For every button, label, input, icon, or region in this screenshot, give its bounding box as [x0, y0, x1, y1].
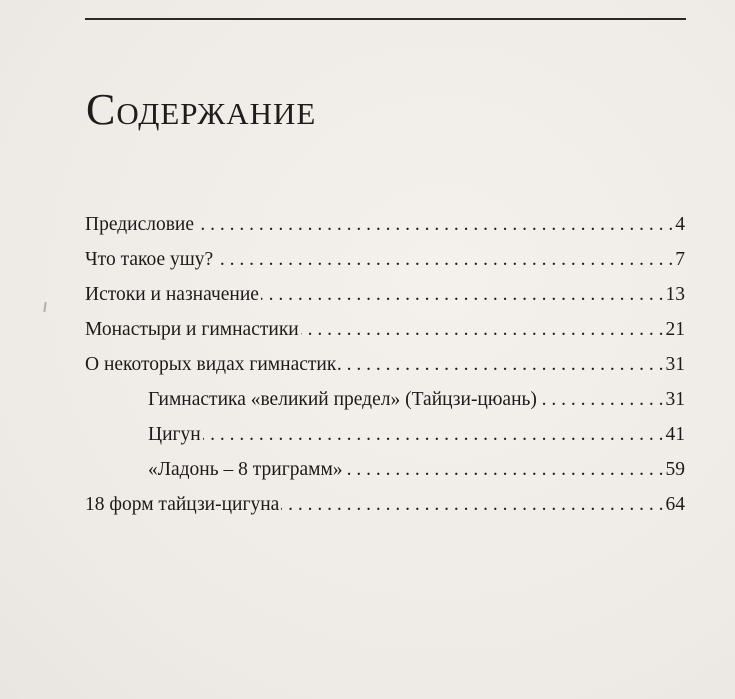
- toc-entry-page: 31: [665, 389, 685, 410]
- dot-leader: [196, 207, 673, 242]
- toc-entry-label: Монастыри и гимнастики: [85, 319, 299, 340]
- toc-subentry[interactable]: [85, 452, 685, 487]
- toc-entry-label: «Ладонь – 8 триграмм»: [148, 459, 343, 480]
- dot-leader: [261, 277, 664, 312]
- toc-entry-page: 4: [675, 214, 685, 235]
- dot-leader: [345, 452, 664, 487]
- toc-entry[interactable]: [85, 487, 685, 522]
- toc-subentry[interactable]: [85, 382, 685, 417]
- dot-leader: [301, 312, 664, 347]
- toc-entry-label: Что такое ушу?: [85, 249, 214, 270]
- toc-entry[interactable]: [85, 242, 685, 277]
- toc-entry-page: 7: [675, 249, 685, 270]
- dot-leader: [215, 242, 673, 277]
- toc-entry[interactable]: [85, 207, 685, 242]
- toc-entry-page: 41: [665, 424, 685, 445]
- toc-entry-label: 18 форм тайцзи-цигуна: [85, 494, 280, 515]
- toc-entry-label: Истоки и назначение: [85, 284, 259, 305]
- toc-entry[interactable]: [85, 312, 685, 347]
- toc-subentry[interactable]: [85, 417, 685, 452]
- margin-mark: [43, 302, 46, 312]
- header-rule: [85, 18, 686, 20]
- toc-entry-label: Цигун: [148, 424, 201, 445]
- dot-leader: [203, 417, 664, 452]
- toc-entry-label: Предисловие: [85, 214, 195, 235]
- page-title: Содержание: [86, 85, 317, 134]
- toc-entry-page: 13: [665, 284, 685, 305]
- toc-entry-page: 31: [665, 354, 685, 375]
- toc-entry-page: 64: [665, 494, 685, 515]
- toc-entry-page: 59: [665, 459, 685, 480]
- dot-leader: [539, 382, 664, 417]
- dot-leader: [338, 347, 663, 382]
- toc-entry[interactable]: [85, 277, 685, 312]
- toc-entry-label: О некоторых видах гимнастик: [85, 354, 337, 375]
- toc-entry-label: Гимнастика «великий предел» (Тайцзи-цюань): [148, 389, 537, 410]
- table-of-contents: [85, 207, 685, 522]
- toc-entry-page: 21: [665, 319, 685, 340]
- toc-entry[interactable]: [85, 347, 685, 382]
- dot-leader: [281, 487, 663, 522]
